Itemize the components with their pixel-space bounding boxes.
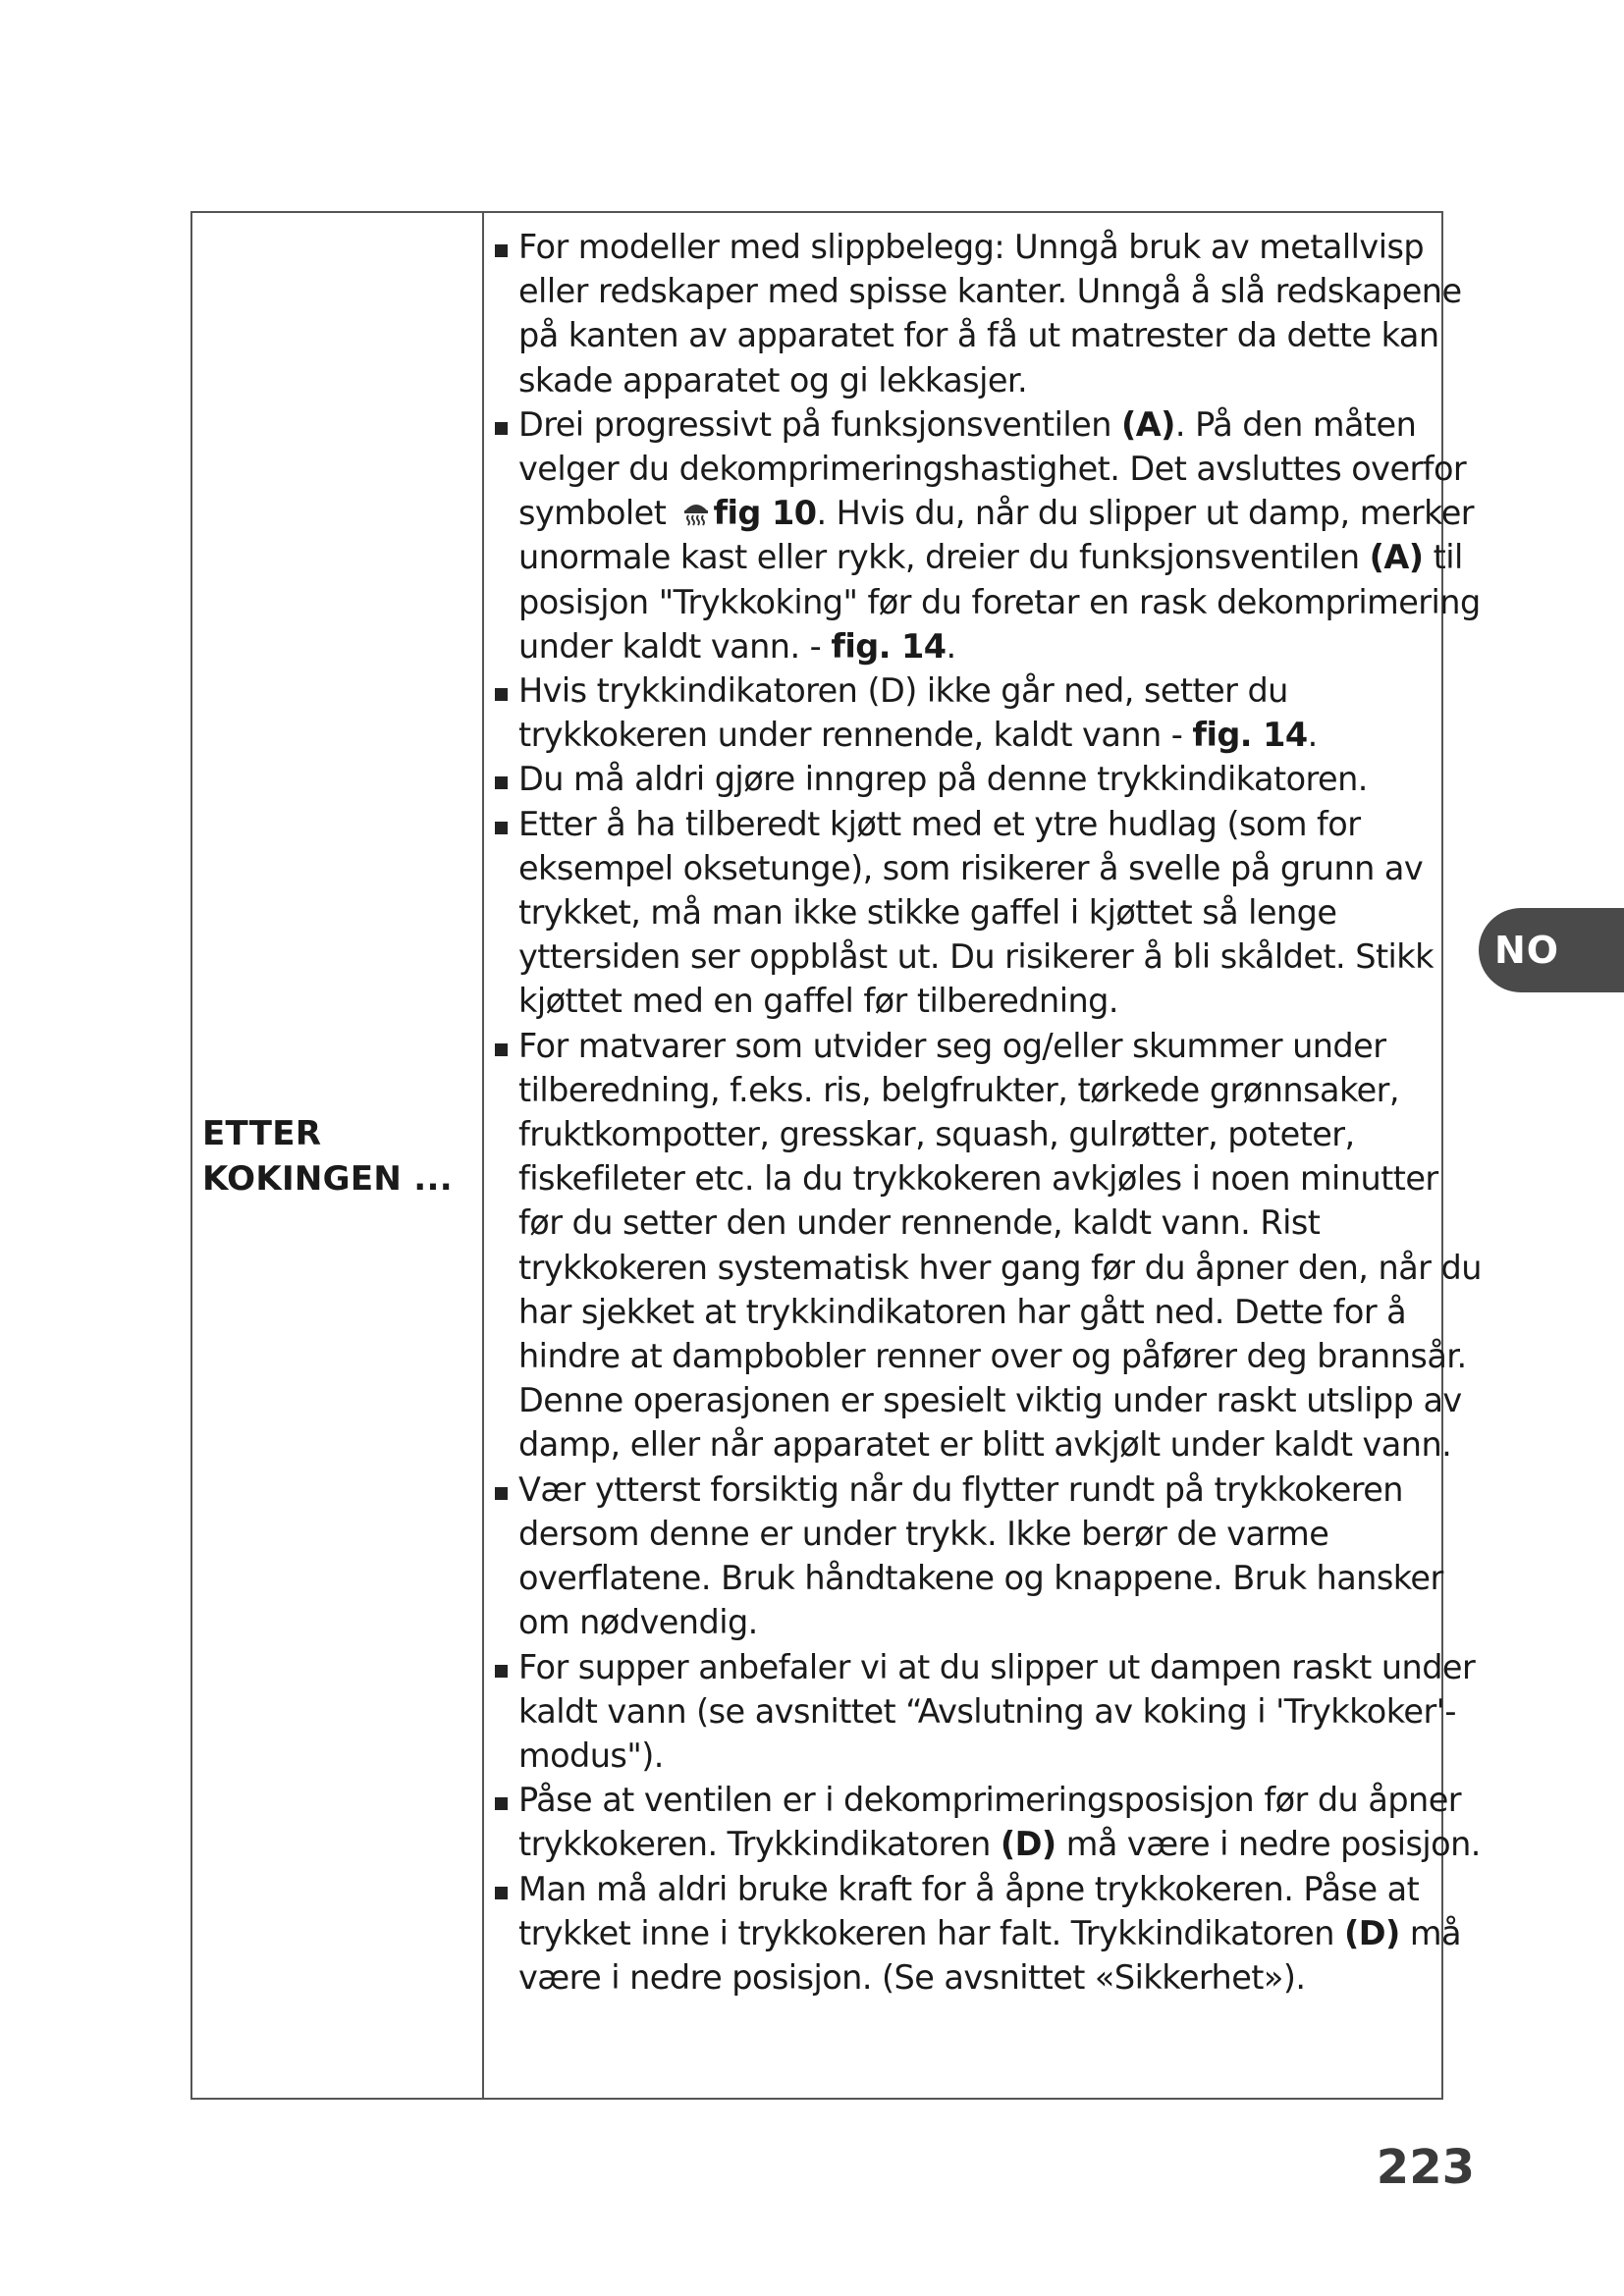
bullet-text: . — [1307, 716, 1318, 755]
instruction-table — [190, 211, 1482, 2100]
bullet-text: . Hvis du, når du slipper ut damp, merker unormale kast eller rykk, dreier du funksjonsventilen — [518, 494, 1475, 577]
bullet-item — [493, 225, 1487, 402]
bullet-list — [493, 225, 1487, 2000]
bold-reference: fig. 14 — [1192, 716, 1308, 755]
bold-reference: (D) — [1344, 1913, 1400, 1952]
bold-reference: (D) — [1000, 1825, 1056, 1864]
language-tab: NO — [1479, 908, 1624, 992]
bullet-text: . På den måten velger du dekomprimeringshastighet. Det avsluttes overfor symbolet — [518, 404, 1467, 533]
bullet-text: For matvarer som utvider seg og/eller skummer under tilberedning, f.eks. ris, belgfrukter, tørkede grønnsaker, fruktkompotter, gresskar, squash, gulrøtter, poteter, fiskefileter etc. la du trykkokeren avkjøles i noen minutter før du setter den under rennende, kaldt vann. Rist trykkokeren systematisk hver gang før du åpner den, når du har sjekket at trykkindikatoren har gått ned. Dette for å hindre at dampbobler renner over og påfører deg brannsår. Denne operasjonen er spesielt viktig under raskt utslipp av damp, eller når apparatet er blitt avkjølt under kaldt vann. — [518, 1026, 1482, 1465]
bullet-item — [493, 1778, 1487, 1866]
section-label-line1: ETTER — [202, 1114, 322, 1153]
bold-reference: (A) — [1369, 538, 1424, 577]
column-divider — [482, 213, 484, 2098]
bullet-item — [493, 1468, 1487, 1645]
bullet-item — [493, 402, 1487, 668]
bullet-text: For modeller med slippbelegg: Unngå bruk av metallvisp eller redskaper med spisse kanter. Unngå å slå redskapene på kanten av apparatet for å få ut matrester da dette kan skade apparatet og gi lekkasjer. — [518, 228, 1462, 400]
bullet-text: Etter å ha tilberedt kjøtt med et ytre hudlag (som for eksempel oksetunge), som risikerer å svelle på grunn av trykket, må man ikke stikke gaffel i kjøttet så lenge yttersiden ser oppblåst ut. Du risikerer å bli skåldet. Stikk kjøttet med en gaffel før tilberedning. — [518, 804, 1434, 1021]
bullet-item — [493, 1867, 1487, 2001]
bold-reference: (A) — [1120, 404, 1175, 444]
bullet-text: Du må aldri gjøre inngrep på denne trykkindikatoren. — [518, 760, 1368, 799]
bullet-text: For supper anbefaler vi at du slipper ut dampen raskt under kaldt vann (se avsnittet “Avslutning av koking i 'Trykkoker'-modus"). — [518, 1647, 1476, 1775]
bullet-item — [493, 1024, 1487, 1468]
bullet-item — [493, 802, 1487, 1024]
bullet-text: Drei progressivt på funksjonsventilen — [518, 404, 1121, 444]
steam-release-icon — [681, 493, 711, 518]
bullet-text: . — [946, 626, 956, 666]
bullet-text: må være i nedre posisjon. (Se avsnittet «Sikkerhet»). — [518, 1913, 1461, 1997]
bullet-item — [493, 1645, 1487, 1779]
bullet-text: Påse at ventilen er i dekomprimeringsposisjon før du åpner trykkokeren. Trykkindikatoren — [518, 1781, 1461, 1864]
bullet-text: Hvis trykkindikatoren (D) ikke går ned, setter du trykkokeren under rennende, kaldt vann - — [518, 671, 1288, 755]
section-label-line2: KOKINGEN ... — [202, 1159, 453, 1199]
bullet-item — [493, 668, 1487, 757]
bold-reference: fig. 14 — [831, 626, 947, 666]
bullet-text: Vær ytterst forsiktig når du flytter rundt på trykkokeren dersom denne er under trykk. Ikke berør de varme overflatene. Bruk håndtakene og knappene. Bruk hansker om nødvendig. — [518, 1469, 1443, 1642]
bullet-text: må være i nedre posisjon. — [1056, 1825, 1481, 1864]
bold-reference: fig 10 — [713, 494, 817, 533]
bullet-text: Man må aldri bruke kraft for å åpne trykkokeren. Påse at trykket inne i trykkokeren har falt. Trykkindikatoren — [518, 1869, 1420, 1952]
section-label — [202, 1111, 453, 1201]
bullet-item — [493, 757, 1487, 801]
page-number: 223 — [1376, 2140, 1475, 2195]
bullet-text: til posisjon "Trykkoking" før du foretar en rask dekomprimering under kaldt vann. - — [518, 538, 1481, 666]
